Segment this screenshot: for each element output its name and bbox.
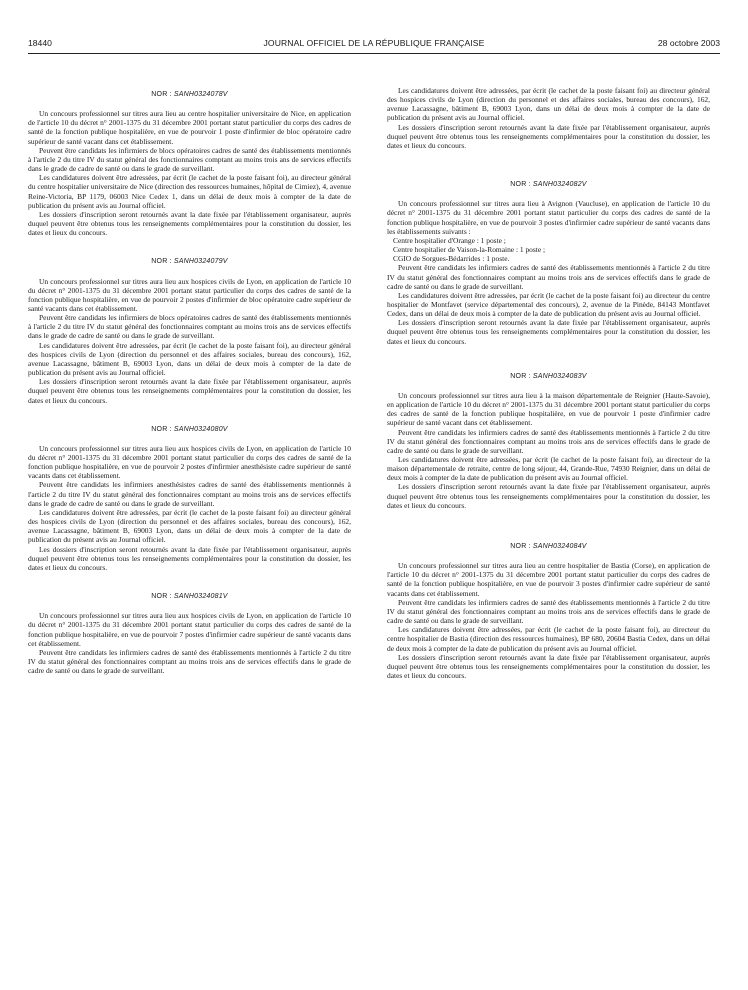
- paragraph: Peuvent être candidats les infirmiers de blocs opératoires cadres de santé des établissements mentionnés à l'article 2 du titre IV du statut général des fonctionnaires comptant au moins trois ans de services effectifs dans le grade de cadre de santé ou dans le grade de surveillant.: [28, 313, 351, 341]
- paragraph: Un concours professionnel sur titres aura lieu à Avignon (Vaucluse), en application de l'article 10 du décret n° 2001-1375 du 31 décembre 2001 portant statut particulier du corps des cadres de santé de la fonction publique hospitalière, en vue de pourvoir 3 postes d'infirmier cadre supérieur de santé vacants dans les établissements suivants :: [387, 199, 710, 236]
- paragraph: Les dossiers d'inscription seront retournés avant la date fixée par l'établissement organisateur, auprès duquel peuvent être obtenus tous les renseignements complémentaires pour la constitution du dossier, les dates et lieux du concours.: [387, 122, 710, 150]
- paragraph: Un concours professionnel sur titres aura lieu aux hospices civils de Lyon, en application de l'article 10 du décret n° 2001-1375 du 31 décembre 2001 portant statut particulier du corps des cadres de santé de la fonction publique hospitalière, en vue de pourvoir 7 postes d'infirmier cadre supérieur de santé vacants dans cet établissement.: [28, 611, 351, 648]
- header-rule: [28, 53, 720, 54]
- paragraph: Les candidatures doivent être adressées, par écrit (le cachet de la poste faisant foi) au directeur général des hospices civils de Lyon (direction du personnel et des affaires sociales, bureau des concours), 162, avenue Lacassagne, bâtiment B, 69003 Lyon, dans un délai de deux mois à compter de la date de publication du présent avis au Journal officiel.: [28, 507, 351, 545]
- paragraph: Un concours professionnel sur titres aura lieu au centre hospitalier universitaire de Nice, en application de l'article 10 du décret n° 2001-1375 du 31 décembre 2001 portant statut particulier du corps des cadres de santé de la fonction publique hospitalière, en vue de pourvoir 1 poste d'infirmier de bloc opératoire cadre supérieur de santé vacant dans cet établissement.: [28, 109, 351, 146]
- nor-reference: NOR : SANH0324083V: [510, 372, 587, 380]
- paragraph: Un concours professionnel sur titres aura lieu aux hospices civils de Lyon, en application de l'article 10 du décret n° 2001-1375 du 31 décembre 2001 portant statut particulier du corps des cadres de santé de la fonction publique hospitalière, en vue de pourvoir 2 postes d'infirmier de bloc opératoire cadre supérieur de santé vacants dans cet établissement.: [28, 276, 351, 313]
- list-item: Centre hospitalier de Vaison-la-Romaine : 1 poste ;: [393, 245, 546, 255]
- paragraph: Peuvent être candidats les infirmiers cadres de santé des établissements mentionnés à l'article 2 du titre IV du statut général des fonctionnaires comptant au moins trois ans de services effectifs dans le grade de cadre de santé ou dans le grade de surveillant.: [387, 263, 710, 291]
- paragraph: Les candidatures doivent être adressées, par écrit (le cachet de la poste faisant foi), au directeur de la maison départementale de retraite, centre de long séjour, 44, Grande-Rue, 74930 Reignier, dans un délai de deux mois à compter de la date de publication du présent avis au Journal officiel.: [387, 455, 710, 483]
- list-item: Centre hospitalier d'Orange : 1 poste ;: [393, 235, 506, 245]
- journal-title: JOURNAL OFFICIEL DE LA RÉPUBLIQUE FRANÇAISE: [263, 38, 485, 48]
- paragraph: Peuvent être candidats les infirmiers cadres de santé des établissements mentionnés à l'article 2 du titre IV du statut général des fonctionnaires comptant au moins trois ans de services effectifs dans le grade de cadre de santé ou dans le grade de surveillant.: [28, 647, 351, 676]
- paragraph: Peuvent être candidats les infirmiers cadres de santé des établissements mentionnés à l'article 2 du titre IV du statut général des fonctionnaires comptant au moins trois ans de services effectifs dans le grade de cadre de santé ou dans le grade de surveillant.: [387, 427, 710, 455]
- paragraph: Les candidatures doivent être adressées, par écrit (le cachet de la poste faisant foi) au directeur général des hospices civils de Lyon (direction du personnel et des affaires sociales, bureau des concours), 162, avenue Lacassagne, bâtiment B, 69003 Lyon, dans un délai de deux mois à compter de la date de publication du présent avis au Journal officiel.: [387, 86, 710, 123]
- paragraph: Les dossiers d'inscription seront retournés avant la date fixée par l'établissement organisateur, auprès duquel peuvent être obtenus tous les renseignements complémentaires pour la constitution du dossier, les dates et lieux du concours.: [28, 544, 351, 572]
- paragraph: Peuvent être candidats les infirmiers de blocs opératoires cadres de santé des établissements mentionnés à l'article 2 du titre IV du statut général des fonctionnaires comptant au moins trois ans de services effectifs dans le grade de cadre de santé ou dans le grade de surveillant.: [28, 145, 351, 174]
- left-column: [28, 90, 351, 675]
- page-header: [28, 38, 720, 52]
- nor-reference: NOR : SANH0324082V: [510, 181, 587, 189]
- nor-reference: NOR : SANH0324084V: [510, 542, 587, 550]
- right-column: [387, 86, 710, 680]
- paragraph: Un concours professionnel sur titres aura lieu aux hospices civils de Lyon, en application de l'article 10 du décret n° 2001-1375 du 31 décembre 2001 portant statut particulier du corps des cadres de santé de la fonction publique hospitalière, en vue de pourvoir 2 postes d'infirmier anesthésiste cadre supérieur de santé vacants dans cet établissement.: [28, 443, 351, 481]
- paragraph: Les candidatures doivent être adressées, par écrit (le cachet de la poste faisant foi), au directeur du centre hospitalier de Bastia (direction des ressources humaines), BP 680, 20604 Bastia Cedex, dans un délai de deux mois à compter de la date de publication du présent avis au Journal officiel.: [387, 625, 710, 653]
- paragraph: Les candidatures doivent être adressées, par écrit (le cachet de la poste faisant foi), au directeur général des hospices civils de Lyon (direction du personnel et des affaires sociales, bureau des concours), 162, avenue Lacassagne, bâtiment B, 69003 Lyon, dans un délai de deux mois à compter de la date de publication du présent avis au Journal officiel.: [28, 340, 351, 378]
- paragraph: Peuvent être candidats les infirmiers anesthésistes cadres de santé des établissements mentionnés à l'article 2 du titre IV du statut général des fonctionnaires comptant au moins trois ans de services effectifs dans le grade de cadre de santé ou dans le grade de surveillant.: [28, 480, 351, 508]
- paragraph: Les dossiers d'inscription seront retournés avant la date fixée par l'établissement organisateur, auprès duquel peuvent être obtenus tous les renseignements complémentaires pour la constitution du dossier, les dates et lieux du concours.: [28, 377, 351, 405]
- nor-reference: NOR : SANH0324081V: [151, 593, 228, 601]
- issue-date: 28 octobre 2003: [657, 38, 720, 48]
- page-number: 18440: [28, 38, 52, 48]
- nor-reference: NOR : SANH0324079V: [151, 258, 228, 266]
- paragraph: Les candidatures doivent être adressées, par écrit (le cachet de la poste faisant foi), au directeur général du centre hospitalier universitaire de Nice (direction des ressources humaines, hôpital de Cimiez), 4, avenue Reine-Victoria, BP 1179, 06003 Nice Cedex 1, dans un délai de deux mois à compter de la date de publication du présent avis au Journal officiel.: [28, 173, 351, 210]
- paragraph: Un concours professionnel sur titres aura lieu à la maison départementale de Reignier (Haute-Savoie), en application de l'article 10 du décret n° 2001-1375 du 31 décembre 2001 portant statut particulier du corps des cadres de santé de la fonction publique hospitalière, en vue de pourvoir 1 poste d'infirmier cadre supérieur de santé vacant dans cet établissement.: [387, 390, 710, 428]
- paragraph: Les dossiers d'inscription seront retournés avant la date fixée par l'établissement organisateur, auprès duquel peuvent être obtenus tous les renseignements complémentaires pour la constitution du dossier, les dates et lieux du concours.: [387, 318, 710, 346]
- paragraph: Les candidatures doivent être adressées, par écrit (le cachet de la poste faisant foi) au directeur du centre hospitalier de Montfavet (service départemental des concours), 2, avenue de la Pinède, 84143 Montfavet Cedex, dans un délai de deux mois à compter de la date de publication du présent avis au Journal officiel.: [387, 290, 710, 319]
- nor-reference: NOR : SANH0324078V: [151, 91, 228, 98]
- paragraph: Peuvent être candidats les infirmiers cadres de santé des établissements mentionnés à l'article 2 du titre IV du statut général des fonctionnaires comptant au moins trois ans de services effectifs dans le grade de cadre de santé ou dans le grade de surveillant.: [387, 597, 710, 626]
- list-item: CGIO de Sorgues-Bédarrides : 1 poste.: [393, 254, 510, 264]
- paragraph: Les dossiers d'inscription seront retournés avant la date fixée par l'établissement organisateur, auprès duquel peuvent être obtenus tous les renseignements complémentaires pour la constitution du dossier, les dates et lieux du concours.: [387, 652, 710, 680]
- paragraph: Les dossiers d'inscription seront retournés avant la date fixée par l'établissement organisateur, auprès duquel peuvent être obtenus tous les renseignements complémentaires pour la constitution du dossier, les dates et lieux du concours.: [28, 209, 351, 238]
- paragraph: Un concours professionnel sur titres aura lieu au centre hospitalier de Bastia (Corse), en application de l'article 10 du décret n° 2001-1375 du 31 décembre 2001 portant statut particulier du corps des cadres de santé de la fonction publique hospitalière, en vue de pourvoir 3 postes d'infirmier cadre supérieur de santé vacants dans cet établissement.: [387, 561, 710, 598]
- nor-reference: NOR : SANH0324080V: [151, 425, 228, 433]
- paragraph: Les dossiers d'inscription seront retournés avant la date fixée par l'établissement organisateur, auprès duquel peuvent être obtenus tous les renseignements complémentaires pour la constitution du dossier, les dates et lieux du concours.: [387, 482, 710, 510]
